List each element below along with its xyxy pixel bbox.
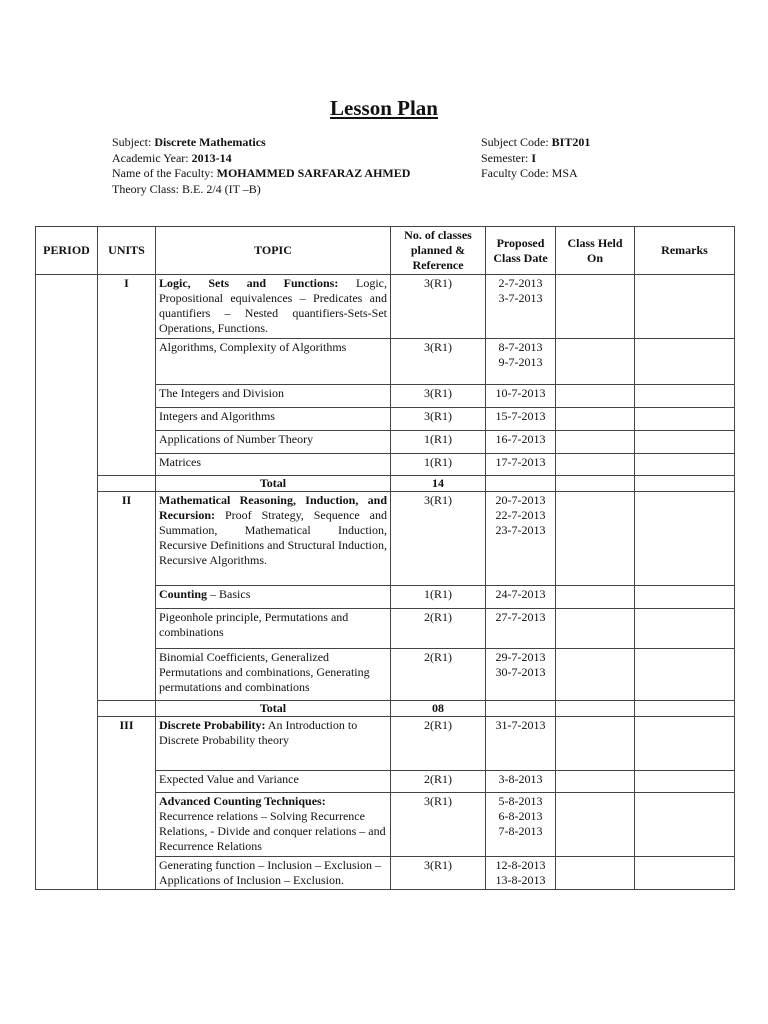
total-value: 14 xyxy=(391,476,486,492)
topic-text: Proof Strategy, Sequence and Summation, Mathematical Induction, Recursive Definitions and Structural Induction, Recursive Algorithms. xyxy=(159,508,387,567)
course-info-right xyxy=(481,135,590,182)
course-info-left xyxy=(112,135,410,197)
held-cell xyxy=(556,454,635,476)
table-row xyxy=(36,492,735,586)
total-empty-cell xyxy=(486,701,556,717)
faculty-label: Name of the Faculty: xyxy=(112,166,214,180)
held-cell xyxy=(556,275,635,339)
topic-text: Recurrence relations – Solving Recurrence Relations, - Divide and conquer relations – and Recurrence Relations xyxy=(159,809,386,853)
semester-label: Semester: xyxy=(481,150,529,165)
date-cell: 16-7-2013 xyxy=(486,431,556,454)
subject-label: Subject: xyxy=(112,135,152,149)
period-cell xyxy=(36,275,98,890)
remarks-cell xyxy=(635,586,735,609)
header-class-held: Class Held On xyxy=(556,227,635,275)
total-empty-cell xyxy=(635,701,735,717)
remarks-cell xyxy=(635,609,735,649)
topic-cell xyxy=(156,492,391,586)
ref-cell: 3(R1) xyxy=(391,492,486,586)
header-period: PERIOD xyxy=(36,227,98,275)
total-empty-cell xyxy=(486,476,556,492)
date-cell: 17-7-2013 xyxy=(486,454,556,476)
remarks-cell xyxy=(635,492,735,586)
header-classes: No. of classes planned & Reference xyxy=(391,227,486,275)
ref-cell: 3(R1) xyxy=(391,275,486,339)
remarks-cell xyxy=(635,454,735,476)
date-cell: 27-7-2013 xyxy=(486,609,556,649)
subject-value: Discrete Mathematics xyxy=(154,135,266,149)
total-unit-cell xyxy=(98,701,156,717)
topic-cell xyxy=(156,275,391,339)
total-value: 08 xyxy=(391,701,486,717)
code-label: Subject Code: xyxy=(481,135,549,149)
topic-cell: The Integers and Division xyxy=(156,385,391,408)
remarks-cell xyxy=(635,857,735,890)
date-cell: 2-7-2013 3-7-2013 xyxy=(486,275,556,339)
theory-value: B.E. 2/4 (IT –B) xyxy=(182,181,261,196)
theory-line xyxy=(112,182,410,198)
date-cell: 15-7-2013 xyxy=(486,408,556,431)
faculty-code-line xyxy=(481,166,590,182)
ref-cell: 1(R1) xyxy=(391,454,486,476)
topic-cell xyxy=(156,793,391,857)
remarks-cell xyxy=(635,385,735,408)
subject-line xyxy=(112,135,410,151)
unit-cell: III xyxy=(98,717,156,890)
total-label: Total xyxy=(156,476,391,492)
topic-cell xyxy=(156,717,391,771)
topic-heading: Counting xyxy=(159,587,208,601)
topic-cell: Integers and Algorithms xyxy=(156,408,391,431)
total-row xyxy=(36,476,735,492)
topic-text: Logic, Propositional equivalences – Predicates and quantifiers – Nested quantifiers-Sets-Set Operations, Functions. xyxy=(159,276,387,335)
date-cell: 31-7-2013 xyxy=(486,717,556,771)
ref-cell: 3(R1) xyxy=(391,339,486,385)
total-unit-cell xyxy=(98,476,156,492)
total-row xyxy=(36,701,735,717)
semester-line xyxy=(481,151,590,167)
total-empty-cell xyxy=(556,476,635,492)
held-cell xyxy=(556,586,635,609)
held-cell xyxy=(556,717,635,771)
remarks-cell xyxy=(635,431,735,454)
held-cell xyxy=(556,408,635,431)
year-label: Academic Year: xyxy=(112,150,189,165)
code-line xyxy=(481,135,590,151)
ref-cell: 2(R1) xyxy=(391,771,486,793)
held-cell xyxy=(556,793,635,857)
topic-cell: Generating function – Inclusion – Exclusion – Applications of Inclusion – Exclusion. xyxy=(156,857,391,890)
topic-cell: Binomial Coefficients, Generalized Permutations and combinations, Generating permutations and combinations xyxy=(156,649,391,701)
topic-heading: Advanced Counting Techniques: xyxy=(159,794,326,808)
total-empty-cell xyxy=(635,476,735,492)
ref-cell: 3(R1) xyxy=(391,385,486,408)
date-cell: 5-8-2013 6-8-2013 7-8-2013 xyxy=(486,793,556,857)
topic-text: – Basics xyxy=(207,587,251,601)
date-cell: 3-8-2013 xyxy=(486,771,556,793)
held-cell xyxy=(556,492,635,586)
remarks-cell xyxy=(635,717,735,771)
header-remarks: Remarks xyxy=(635,227,735,275)
ref-cell: 2(R1) xyxy=(391,609,486,649)
table-row xyxy=(36,275,735,339)
ref-cell: 2(R1) xyxy=(391,649,486,701)
year-value: 2013-14 xyxy=(191,150,232,165)
header-proposed-date: Proposed Class Date xyxy=(486,227,556,275)
held-cell xyxy=(556,609,635,649)
held-cell xyxy=(556,771,635,793)
ref-cell: 2(R1) xyxy=(391,717,486,771)
faculty-value: MOHAMMED SARFARAZ AHMED xyxy=(216,166,411,180)
ref-cell: 3(R1) xyxy=(391,857,486,890)
topic-cell xyxy=(156,586,391,609)
page-title: Lesson Plan xyxy=(330,96,438,120)
code-value: BIT201 xyxy=(551,135,591,149)
theory-label: Theory Class: xyxy=(112,181,179,196)
year-line xyxy=(112,151,410,167)
unit-cell: II xyxy=(98,492,156,701)
semester-value: I xyxy=(531,150,536,165)
faculty-code-value: MSA xyxy=(551,166,578,180)
table-row xyxy=(36,717,735,771)
remarks-cell xyxy=(635,275,735,339)
topic-cell: Expected Value and Variance xyxy=(156,771,391,793)
topic-heading: Logic, Sets and Functions: xyxy=(159,276,339,290)
lesson-plan-table xyxy=(35,226,735,890)
date-cell: 29-7-2013 30-7-2013 xyxy=(486,649,556,701)
ref-cell: 1(R1) xyxy=(391,431,486,454)
topic-text: An Introduction to Discrete Probability theory xyxy=(159,718,358,747)
total-label: Total xyxy=(156,701,391,717)
topic-cell: Algorithms, Complexity of Algorithms xyxy=(156,339,391,385)
topic-cell: Matrices xyxy=(156,454,391,476)
header-units: UNITS xyxy=(98,227,156,275)
topic-cell: Applications of Number Theory xyxy=(156,431,391,454)
date-cell: 20-7-2013 22-7-2013 23-7-2013 xyxy=(486,492,556,586)
held-cell xyxy=(556,431,635,454)
header-row xyxy=(36,227,735,275)
held-cell xyxy=(556,857,635,890)
topic-cell: Pigeonhole principle, Permutations and combinations xyxy=(156,609,391,649)
remarks-cell xyxy=(635,408,735,431)
remarks-cell xyxy=(635,793,735,857)
faculty-code-label: Faculty Code: xyxy=(481,166,549,180)
held-cell xyxy=(556,649,635,701)
remarks-cell xyxy=(635,649,735,701)
date-cell: 12-8-2013 13-8-2013 xyxy=(486,857,556,890)
remarks-cell xyxy=(635,339,735,385)
held-cell xyxy=(556,339,635,385)
date-cell: 10-7-2013 xyxy=(486,385,556,408)
topic-heading: Discrete Probability: xyxy=(159,718,266,732)
total-empty-cell xyxy=(556,701,635,717)
topic-heading: Mathematical Reasoning, Induction, and Recursion: xyxy=(159,493,387,522)
ref-cell: 3(R1) xyxy=(391,408,486,431)
ref-cell: 1(R1) xyxy=(391,586,486,609)
date-cell: 24-7-2013 xyxy=(486,586,556,609)
held-cell xyxy=(556,385,635,408)
remarks-cell xyxy=(635,771,735,793)
unit-cell: I xyxy=(98,275,156,476)
ref-cell: 3(R1) xyxy=(391,793,486,857)
date-cell: 8-7-2013 9-7-2013 xyxy=(486,339,556,385)
faculty-line xyxy=(112,166,410,182)
header-topic: TOPIC xyxy=(156,227,391,275)
